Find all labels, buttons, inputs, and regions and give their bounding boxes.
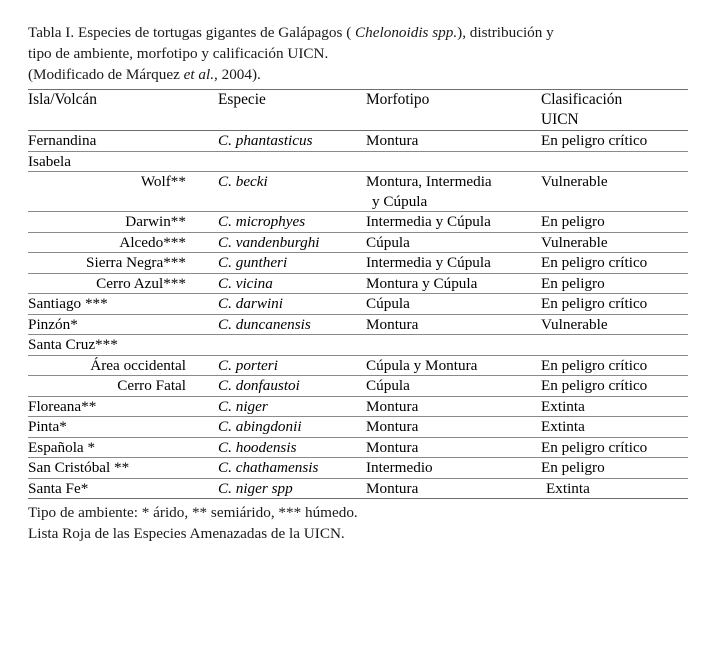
cell-morfotipo: [366, 458, 541, 479]
cell-clasificacion-uicn: [541, 294, 688, 315]
cell-morfotipo: [366, 294, 541, 315]
table-row: [28, 417, 688, 438]
table-row: [28, 232, 688, 253]
cell-isla-volcan: Wolf**: [28, 172, 218, 212]
uicn-status: Vulnerable: [541, 233, 608, 251]
uicn-status: En peligro crítico: [541, 356, 648, 374]
species-binomial: C. porteri: [218, 356, 278, 374]
uicn-status: En peligro crítico: [541, 438, 648, 456]
uicn-status: En peligro: [541, 274, 605, 292]
morfotipo-line-1: Intermedia y Cúpula: [366, 254, 491, 271]
species-binomial: C. abingdonii: [218, 418, 302, 435]
cell-especie: [218, 212, 366, 233]
cell-especie: [218, 417, 366, 438]
cell-morfotipo: [366, 478, 541, 498]
cell-clasificacion-uicn: [541, 232, 688, 253]
species-binomial: C. microphyes: [218, 213, 306, 230]
cell-isla-volcan: Santa Fe*: [28, 478, 218, 498]
table-row: [28, 396, 688, 417]
cell-isla-volcan: Darwin**: [28, 212, 218, 233]
cell-morfotipo: [366, 151, 541, 172]
cell-especie: [218, 314, 366, 335]
uicn-status: Extinta: [546, 479, 590, 497]
morfotipo-line-1: Montura: [366, 479, 419, 497]
cell-isla-volcan: Cerro Fatal: [28, 376, 218, 397]
cell-morfotipo: [366, 212, 541, 233]
cell-morfotipo: [366, 131, 541, 152]
morfotipo-line-2: y Cúpula: [372, 192, 428, 210]
cell-clasificacion-uicn: [541, 437, 688, 458]
species-binomial: C. vandenburghi: [218, 233, 320, 251]
cell-clasificacion-uicn: [541, 376, 688, 397]
species-binomial: C. niger: [218, 397, 268, 415]
column-header-morfotipo: Morfotipo: [366, 91, 430, 108]
table-group-row: [28, 151, 688, 172]
cell-especie: [218, 355, 366, 376]
column-header-uicn-line1: Clasificación: [541, 91, 623, 108]
cell-isla-volcan: Pinzón*: [28, 314, 218, 335]
cell-especie: [218, 437, 366, 458]
species-binomial: C. niger spp: [218, 479, 293, 497]
uicn-status: En peligro crítico: [541, 377, 648, 394]
cell-clasificacion-uicn: [541, 212, 688, 233]
cell-morfotipo: [366, 314, 541, 335]
caption-line-1: [28, 24, 554, 41]
footnote-iucn-redlist: Lista Roja de las Especies Amenazadas de la UICN.: [28, 525, 345, 542]
species-binomial: C. chathamensis: [218, 459, 319, 476]
table-row: [28, 273, 688, 294]
cell-clasificacion-uicn: [541, 273, 688, 294]
table-row: [28, 355, 688, 376]
caption-line-3: [28, 66, 261, 83]
column-header-clasificacion-uicn: [541, 90, 688, 131]
cell-isla-volcan: Santa Cruz***: [28, 335, 218, 356]
table-row: [28, 131, 688, 152]
species-binomial: C. duncanensis: [218, 315, 311, 333]
species-binomial: C. hoodensis: [218, 438, 297, 456]
cell-especie: [218, 131, 366, 152]
uicn-status: Extinta: [541, 397, 585, 415]
cell-isla-volcan: Santiago ***: [28, 294, 218, 315]
cell-morfotipo: [366, 376, 541, 397]
caption-line-2: tipo de ambiente, morfotipo y calificación UICN.: [28, 45, 329, 62]
table-row: [28, 376, 688, 397]
cell-isla-volcan: San Cristóbal **: [28, 458, 218, 479]
cell-isla-volcan: Isabela: [28, 151, 218, 172]
cell-clasificacion-uicn: [541, 151, 688, 172]
cell-especie: [218, 458, 366, 479]
cell-clasificacion-uicn: [541, 131, 688, 152]
morfotipo-line-1: Montura: [366, 397, 419, 415]
cell-especie: [218, 273, 366, 294]
table-row: [28, 294, 688, 315]
cell-isla-volcan: Sierra Negra***: [28, 253, 218, 274]
cell-morfotipo: [366, 335, 541, 356]
table-body: [28, 131, 688, 499]
cell-morfotipo: [366, 253, 541, 274]
cell-morfotipo: [366, 355, 541, 376]
table-row: [28, 314, 688, 335]
table-row: [28, 172, 688, 212]
morfotipo-line-1: Intermedio: [366, 459, 433, 476]
column-header-isla-volcan: Isla/Volcán: [28, 91, 97, 108]
caption-et-al: et al.: [183, 66, 214, 83]
morfotipo-line-1: Cúpula: [366, 295, 410, 312]
cell-morfotipo: [366, 417, 541, 438]
cell-isla-volcan: Cerro Azul***: [28, 273, 218, 294]
cell-morfotipo: [366, 273, 541, 294]
cell-especie: [218, 294, 366, 315]
cell-morfotipo: [366, 396, 541, 417]
caption-species-name: Chelonoidis spp.: [355, 24, 458, 41]
morfotipo-line-1: Cúpula: [366, 233, 410, 251]
cell-isla-volcan: Floreana**: [28, 396, 218, 417]
morfotipo-line-1: Montura: [366, 132, 419, 149]
cell-clasificacion-uicn: [541, 417, 688, 438]
cell-morfotipo: [366, 172, 541, 212]
cell-especie: [218, 151, 366, 172]
morfotipo-line-1: Montura: [366, 418, 419, 435]
species-table: [28, 90, 688, 498]
cell-especie: [218, 376, 366, 397]
cell-isla-volcan: Alcedo***: [28, 232, 218, 253]
uicn-status: En peligro crítico: [541, 295, 648, 312]
cell-especie: [218, 335, 366, 356]
cell-clasificacion-uicn: [541, 253, 688, 274]
table-row: [28, 478, 688, 498]
cell-clasificacion-uicn: [541, 172, 688, 212]
cell-isla-volcan: Área occidental: [28, 355, 218, 376]
cell-clasificacion-uicn: [541, 314, 688, 335]
morfotipo-line-1: Montura y Cúpula: [366, 274, 478, 292]
table-row: [28, 212, 688, 233]
species-binomial: C. guntheri: [218, 254, 288, 271]
table-caption: [28, 22, 688, 89]
cell-isla-volcan: Fernandina: [28, 131, 218, 152]
species-binomial: C. phantasticus: [218, 132, 313, 149]
cell-morfotipo: [366, 437, 541, 458]
uicn-status: En peligro crítico: [541, 254, 648, 271]
cell-morfotipo: [366, 232, 541, 253]
table-row: [28, 458, 688, 479]
table-footnotes: [28, 499, 688, 544]
cell-clasificacion-uicn: [541, 458, 688, 479]
table-row: [28, 437, 688, 458]
table-header-row: [28, 90, 688, 131]
uicn-status: En peligro crítico: [541, 132, 648, 149]
morfotipo-line-1: Montura: [366, 438, 419, 456]
column-header-especie: Especie: [218, 91, 266, 108]
species-binomial: C. donfaustoi: [218, 377, 300, 394]
footnote-environment-type: Tipo de ambiente: * árido, ** semiárido, *** húmedo.: [28, 504, 358, 521]
table-group-row: [28, 335, 688, 356]
uicn-status: Vulnerable: [541, 315, 608, 333]
uicn-status: En peligro: [541, 213, 605, 230]
caption-line-3-part-b: , 2004).: [214, 66, 261, 83]
cell-clasificacion-uicn: [541, 478, 688, 498]
species-binomial: C. becki: [218, 173, 268, 190]
uicn-status: Vulnerable: [541, 173, 608, 190]
morfotipo-line-1: Montura: [366, 315, 419, 333]
species-binomial: C. darwini: [218, 295, 283, 312]
morfotipo-line-1: Cúpula y Montura: [366, 356, 478, 374]
morfotipo-line-1: Intermedia y Cúpula: [366, 213, 491, 230]
table-row: [28, 253, 688, 274]
cell-especie: [218, 396, 366, 417]
cell-especie: [218, 478, 366, 498]
cell-isla-volcan: Española *: [28, 437, 218, 458]
cell-especie: [218, 232, 366, 253]
caption-line-1-part-b: ), distribución y: [457, 24, 554, 41]
morfotipo-line-1: Cúpula: [366, 377, 410, 394]
cell-clasificacion-uicn: [541, 355, 688, 376]
cell-especie: [218, 253, 366, 274]
uicn-status: En peligro: [541, 459, 605, 476]
caption-line-3-part-a: (Modificado de Márquez: [28, 66, 184, 83]
morfotipo-line-1: Montura, Intermedia: [366, 173, 492, 190]
cell-clasificacion-uicn: [541, 396, 688, 417]
uicn-status: Extinta: [541, 418, 585, 435]
caption-line-1-part-a: Tabla I. Especies de tortugas gigantes de Galápagos (: [28, 24, 356, 41]
species-binomial: C. vicina: [218, 274, 273, 292]
column-header-uicn-line2: UICN: [541, 111, 579, 128]
cell-clasificacion-uicn: [541, 335, 688, 356]
cell-especie: [218, 172, 366, 212]
cell-isla-volcan: Pinta*: [28, 417, 218, 438]
